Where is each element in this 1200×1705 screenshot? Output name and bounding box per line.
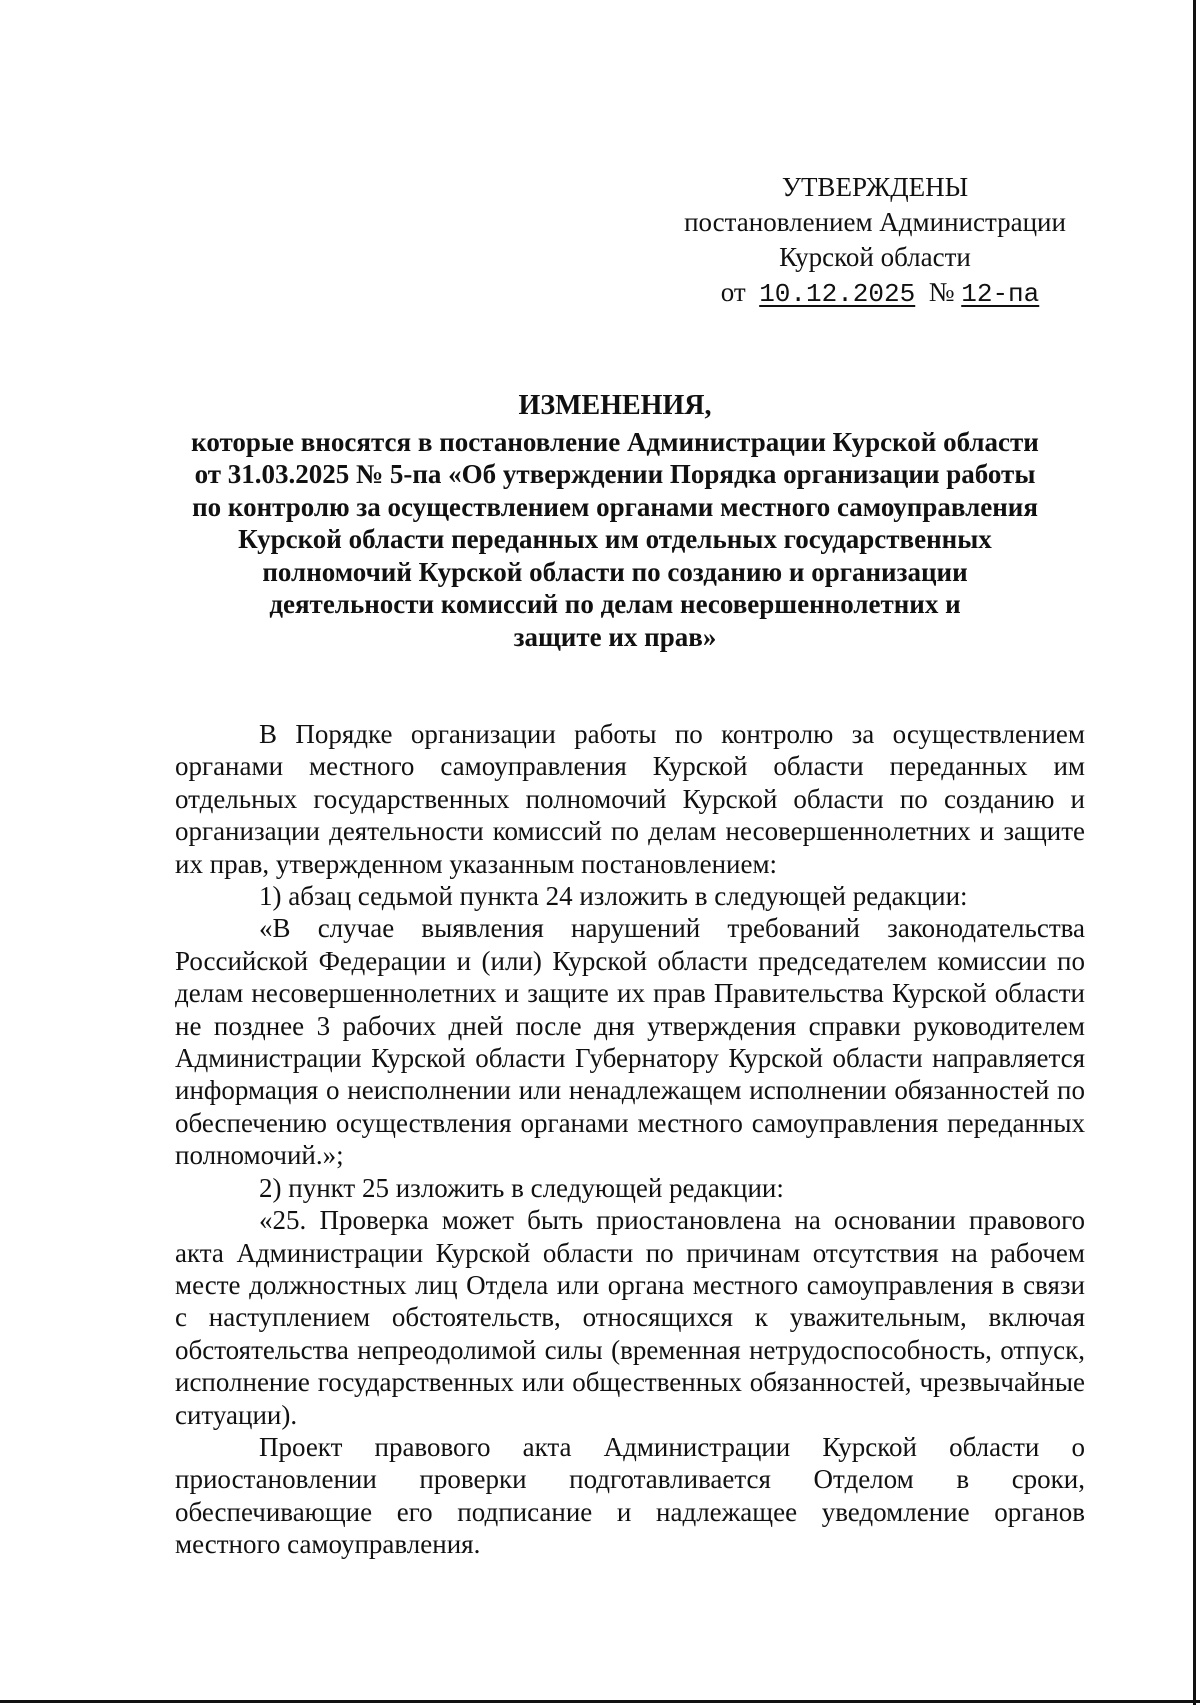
body-paragraph: Проект правового акта Администрации Курской области о приостановлении проверки подготавливается Отделом в сроки, обеспечивающие его подписание и надлежащее уведомление органов местного самоуправления. [175,1431,1085,1560]
heading-line: защите их прав» [513,621,717,652]
body-paragraph: «В случае выявления нарушений требований законодательства Российской Федерации и (или) Курской области председателем комиссии по делам несовершеннолетних и защите их прав Правительства Курской области не позднее 3 рабочих дней после дня утверждения справки руководителем Администрации Курской области Губернатору Курской области направляется информация о неисполнении или ненадлежащем исполнении обязанностей по обеспечению осуществления органами местного самоуправления переданных полномочий.»; [175,913,1085,1171]
approval-line-2: Курской области [779,242,971,272]
document-body [175,718,1085,1561]
approval-date-line [650,275,1100,312]
approval-number-sign: № [928,277,955,307]
heading-line: полномочий Курской области по созданию и организации [262,556,968,587]
approval-number: 12-па [961,279,1040,309]
heading-line: по контролю за осуществлением органами местного самоуправления [192,491,1038,522]
heading-line: деятельности комиссий по делам несовершеннолетних и [269,589,961,619]
approval-line-1: постановлением Администрации [684,207,1066,237]
approval-date: 10.12.2025 [759,279,916,309]
heading-line: от 31.03.2025 № 5-па «Об утверждении Порядка организации работы [194,459,1036,489]
scan-edge-bottom [0,1700,1200,1703]
approval-title: УТВЕРЖДЕНЫ [781,172,969,202]
heading-line: Курской области переданных им отдельных государственных [238,524,992,554]
heading-title: ИЗМЕНЕНИЯ, [518,390,712,421]
body-paragraph: «25. Проверка может быть приостановлена на основании правового акта Администрации Курской области по причинам отсутствия на рабочем месте должностных лиц Отдела или органа местного самоуправления в связи с наступлением обстоятельств, относящихся к уважительным, включая обстоятельства непреодолимой силы (временная нетрудоспособность, отпуск, исполнение государственных или общественных обязанностей, чрезвычайные ситуации). [175,1205,1085,1430]
scan-edge-right [1193,0,1196,1705]
approval-date-prefix: от [720,277,746,307]
heading-line: которые вносятся в постановление Администрации Курской области [191,426,1039,457]
approval-stamp-block [650,170,1100,312]
body-paragraph: 1) абзац седьмой пункта 24 изложить в следующей редакции: [259,881,968,912]
body-paragraph: В Порядке организации работы по контролю за осуществлением органами местного самоуправления Курской области переданных им отдельных государственных полномочий Курской области по созданию и организации деятельности комиссий по делам несовершеннолетних и защите их прав, утвержденном указанным постановлением: [175,719,1085,879]
document-heading [150,390,1080,653]
body-paragraph: 2) пункт 25 изложить в следующей редакции: [259,1172,784,1203]
